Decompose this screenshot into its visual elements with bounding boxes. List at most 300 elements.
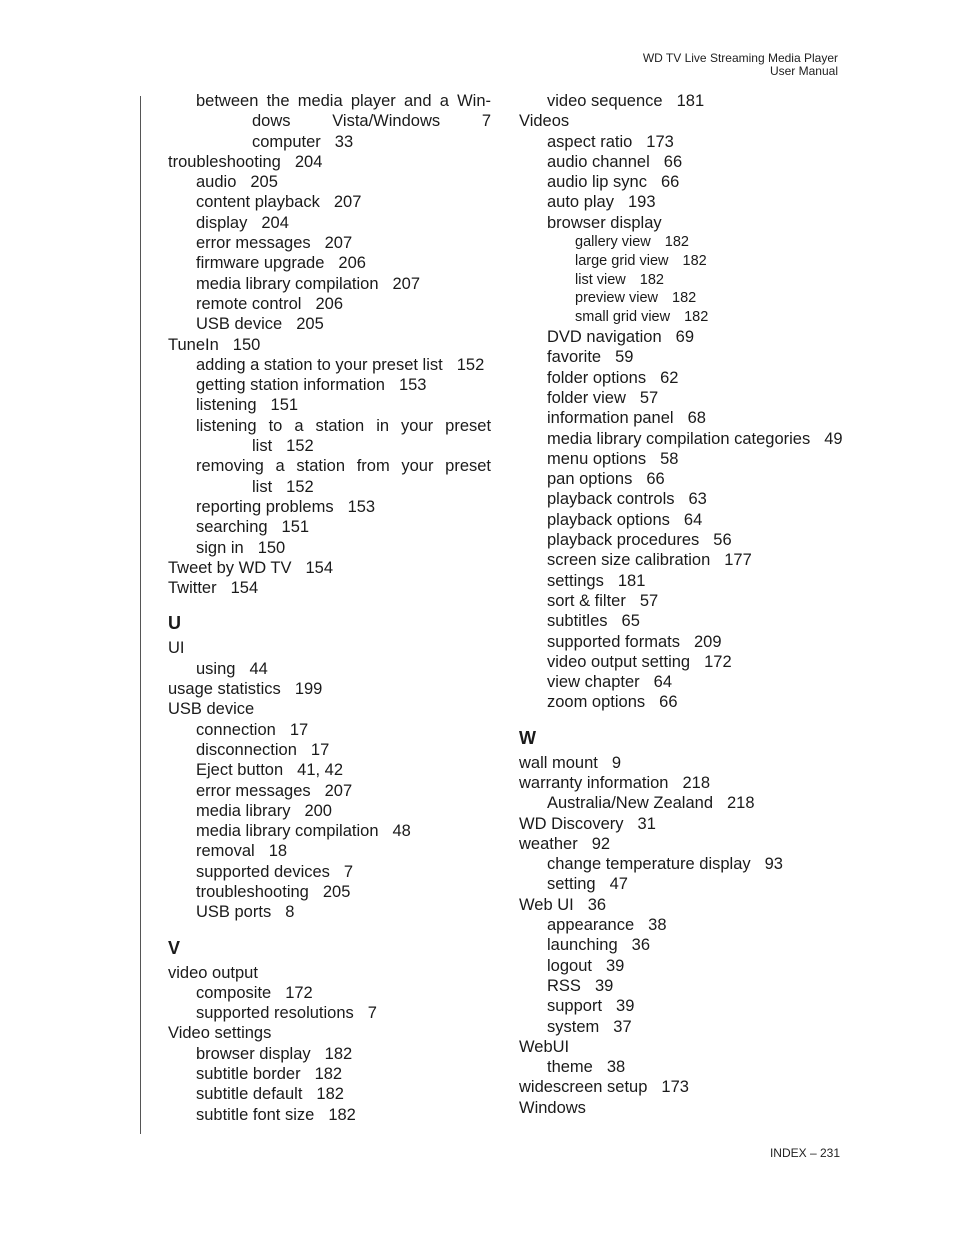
entry-page: 39 — [616, 997, 635, 1016]
entry-term: subtitles — [547, 612, 608, 631]
entry-term: weather — [519, 834, 578, 853]
entry-term: media library compilation categories — [547, 429, 811, 448]
entry-page: 204 — [261, 213, 289, 232]
index-subentry — [519, 935, 849, 955]
entry-page: 41, 42 — [297, 761, 344, 780]
entry-term: menu options — [547, 449, 647, 468]
entry-term: media library compilation — [196, 822, 379, 841]
entry-page: 207 — [324, 234, 353, 253]
entry-term: auto play — [547, 193, 614, 212]
index-subentry — [168, 233, 491, 253]
index-subentry — [519, 172, 849, 192]
entry-term: WD Discovery — [519, 814, 624, 833]
entry-term: support — [547, 997, 603, 1016]
entry-page: 153 — [398, 376, 427, 395]
entry-page: 204 — [294, 152, 323, 171]
index-subentry — [519, 1017, 849, 1037]
entry-term: reporting problems — [196, 497, 334, 516]
entry-page: 7 — [343, 862, 354, 881]
index-subentry — [168, 314, 491, 334]
running-header — [643, 52, 838, 78]
entry-page: 193 — [627, 193, 656, 212]
entry-term: list — [252, 477, 273, 496]
entry-page: 151 — [281, 518, 310, 537]
entry-page: 39 — [605, 956, 625, 975]
index-subentry — [168, 760, 491, 780]
entry-page: 182 — [672, 290, 697, 307]
entry-term: view chapter — [547, 673, 640, 692]
entry-page: 153 — [347, 497, 376, 516]
entry-term: Tweet by WD TV — [168, 558, 292, 577]
word: preset — [445, 416, 492, 435]
index-subentry — [168, 294, 491, 314]
entry-term: usage statistics — [168, 680, 281, 699]
entry-page: 218 — [682, 774, 711, 792]
index-subentry — [519, 327, 849, 347]
entry-page: 173 — [646, 132, 674, 151]
index-subentry — [168, 1044, 491, 1064]
section-letter-u: U — [168, 613, 181, 634]
index-subentry — [168, 538, 491, 558]
entry-page: 207 — [324, 781, 353, 800]
entry-term: list — [252, 437, 273, 456]
page-footer: INDEX – 231 — [769, 1146, 840, 1160]
word: Vista/Windows — [332, 112, 441, 131]
entry-term: sign in — [196, 538, 244, 557]
index-subentry — [168, 841, 491, 861]
entry-term: remote control — [196, 294, 302, 313]
entry-page: 36 — [631, 936, 650, 955]
entry-term: error messages — [196, 234, 311, 253]
index-entry — [519, 814, 849, 834]
entry-term: searching — [196, 518, 268, 537]
entry-term: UI — [168, 639, 185, 658]
index-subentry — [168, 1003, 491, 1023]
entry-page: 182 — [324, 1044, 353, 1063]
entry-page: 172 — [704, 652, 732, 671]
header-subtitle: User Manual — [769, 64, 838, 78]
index-subentry — [168, 497, 491, 517]
entry-page: 63 — [688, 490, 707, 509]
entry-term: USB ports — [196, 903, 272, 922]
entry-term: sort & filter — [547, 591, 626, 610]
entry-term: Windows — [519, 1098, 586, 1117]
index-subentry — [168, 983, 491, 1003]
entry-term: change temperature display — [547, 855, 751, 874]
word: in — [376, 416, 390, 435]
index-subentry-wrapped — [168, 456, 491, 476]
index-subentry — [168, 192, 491, 212]
entry-page: 207 — [333, 193, 362, 212]
entry-term: information panel — [547, 409, 674, 428]
entry-term: WebUI — [519, 1037, 570, 1056]
entry-term: Australia/New Zealand — [547, 794, 713, 813]
index-subsubentry — [519, 289, 849, 308]
entry-term: supported formats — [547, 632, 680, 651]
entry-page: 38 — [648, 916, 667, 935]
index-subentry — [519, 347, 849, 367]
index-subentry — [519, 611, 849, 631]
entry-page: 199 — [294, 680, 323, 699]
index-subentry — [519, 510, 849, 530]
entry-page: 57 — [639, 591, 659, 610]
entry-page: 92 — [591, 834, 611, 853]
entry-term: video output — [168, 963, 258, 982]
entry-page: 177 — [724, 551, 752, 570]
index-subentry — [519, 192, 849, 212]
entry-term: aspect ratio — [547, 132, 633, 151]
index-entry — [168, 578, 491, 598]
entry-term: subtitle border — [196, 1065, 301, 1084]
entry-page: 205 — [250, 173, 278, 192]
index-entry — [168, 679, 491, 699]
entry-term: widescreen setup — [519, 1078, 648, 1097]
entry-page: 209 — [693, 632, 722, 651]
entry-term: playback procedures — [547, 531, 700, 550]
entry-term: using — [196, 659, 236, 678]
index-subentry — [519, 692, 849, 712]
index-entry — [168, 963, 491, 983]
entry-page: 152 — [286, 477, 314, 496]
index-entry — [519, 753, 849, 773]
section-letter-v: V — [168, 937, 181, 958]
index-subentry — [168, 517, 491, 537]
index-subsubentry — [519, 233, 849, 252]
header-title: WD TV Live Streaming Media Player — [642, 51, 838, 65]
entry-term: settings — [547, 571, 604, 590]
index-subentry — [519, 408, 849, 428]
index-column-right — [519, 91, 849, 1118]
entry-page: 64 — [653, 673, 672, 692]
entry-page: 64 — [683, 510, 703, 529]
entry-page: 206 — [338, 254, 366, 273]
entry-term: troubleshooting — [196, 882, 309, 901]
entry-term: TuneIn — [168, 335, 219, 354]
index-continuation-line — [168, 111, 491, 131]
index-entry — [168, 152, 491, 172]
word: 7 — [481, 112, 491, 131]
index-continuation-line — [168, 436, 491, 456]
entry-term: supported devices — [196, 862, 330, 881]
entry-page: 65 — [621, 612, 640, 631]
entry-term: playback controls — [547, 490, 675, 509]
index-entry — [519, 1098, 849, 1118]
entry-page: 48 — [392, 822, 411, 841]
entry-page: 200 — [304, 801, 332, 820]
entry-term: appearance — [547, 916, 635, 935]
entry-term: video sequence — [547, 92, 663, 110]
index-subentry — [168, 720, 491, 740]
entry-term: launching — [547, 936, 618, 955]
entry-page: 31 — [637, 814, 656, 833]
word: a — [275, 457, 285, 476]
entry-page: 181 — [617, 571, 646, 590]
entry-term: Twitter — [168, 579, 217, 598]
index-subentry — [519, 632, 849, 652]
entry-page: 181 — [676, 92, 705, 110]
word: and — [403, 92, 432, 110]
entry-page: 205 — [296, 315, 324, 334]
entry-page: 69 — [675, 328, 695, 347]
index-subentry — [519, 388, 849, 408]
index-entry — [519, 834, 849, 854]
entry-term: pan options — [547, 470, 633, 489]
index-entry — [168, 699, 491, 719]
entry-term: USB device — [196, 315, 283, 334]
entry-term: gallery view — [575, 234, 651, 251]
entry-term: Videos — [519, 112, 570, 131]
entry-page: 154 — [230, 579, 259, 598]
index-entry — [519, 895, 849, 915]
entry-page: 182 — [664, 234, 689, 251]
entry-page: 33 — [334, 132, 354, 151]
entry-page: 182 — [684, 309, 709, 326]
entry-term: small grid view — [575, 309, 671, 326]
entry-page: 36 — [587, 895, 607, 914]
index-subentry — [519, 854, 849, 874]
entry-term: folder options — [547, 368, 647, 387]
index-subentry — [519, 132, 849, 152]
entry-page: 150 — [232, 335, 261, 354]
entry-term: audio lip sync — [547, 173, 647, 192]
index-subentry — [519, 368, 849, 388]
entry-term: Video settings — [168, 1024, 272, 1043]
entry-term: system — [547, 1017, 600, 1036]
entry-term: Eject button — [196, 761, 284, 780]
index-subentry — [168, 781, 491, 801]
entry-term: folder view — [547, 388, 626, 407]
index-subentry — [168, 1064, 491, 1084]
index-subentry — [168, 882, 491, 902]
index-column-left — [168, 91, 491, 1125]
word: your — [401, 416, 434, 435]
entry-term: error messages — [196, 781, 311, 800]
entry-term: video output setting — [547, 652, 691, 671]
entry-page: 218 — [727, 794, 755, 813]
index-subentry — [519, 672, 849, 692]
word: your — [401, 457, 434, 476]
entry-page: 9 — [611, 753, 622, 772]
index-subentry — [168, 1105, 491, 1125]
entry-term: firmware upgrade — [196, 254, 325, 273]
entry-page: 68 — [687, 409, 706, 428]
index-subentry — [168, 659, 491, 679]
index-subentry — [519, 571, 849, 591]
word: a — [439, 92, 449, 110]
entry-term: subtitle font size — [196, 1105, 315, 1124]
word: dows — [252, 112, 291, 131]
entry-term: computer — [252, 132, 321, 151]
entry-page: 152 — [286, 437, 314, 456]
index-subentry — [168, 395, 491, 415]
index-subentry — [519, 213, 849, 233]
entry-page: 59 — [615, 348, 634, 367]
entry-term: getting station information — [196, 376, 385, 395]
entry-term: listening — [196, 396, 257, 415]
entry-page: 66 — [659, 693, 678, 712]
entry-page: 57 — [639, 388, 659, 407]
index-entry — [519, 1037, 849, 1057]
index-subentry — [519, 1057, 849, 1077]
index-subentry — [519, 152, 849, 172]
index-subentry — [519, 469, 849, 489]
entry-page: 182 — [682, 252, 707, 269]
entry-term: troubleshooting — [168, 152, 281, 171]
entry-page: 182 — [316, 1085, 344, 1104]
index-subentry — [168, 862, 491, 882]
entry-page: 182 — [639, 271, 664, 288]
entry-page: 44 — [249, 659, 268, 678]
column-rule — [140, 96, 141, 1134]
entry-term: large grid view — [575, 252, 669, 269]
index-subentry — [168, 253, 491, 273]
entry-page: 17 — [289, 720, 309, 739]
entry-page: 18 — [268, 842, 288, 861]
section-letter-w: W — [519, 727, 536, 748]
entry-term: subtitle default — [196, 1085, 303, 1104]
entry-term: audio — [196, 173, 237, 192]
index-entry — [168, 638, 491, 658]
index-subentry — [168, 274, 491, 294]
index-subentry — [519, 976, 849, 996]
entry-page: 182 — [314, 1065, 343, 1084]
entry-page: 182 — [328, 1105, 356, 1124]
index-subentry-wrapped — [168, 416, 491, 436]
entry-page: 151 — [270, 396, 299, 415]
entry-term: browser display — [196, 1044, 311, 1063]
entry-term: screen size calibration — [547, 551, 711, 570]
entry-page: 17 — [310, 740, 330, 759]
index-subentry — [519, 91, 849, 111]
index-subentry — [519, 793, 849, 813]
entry-term: display — [196, 213, 248, 232]
entry-term: supported resolutions — [196, 1004, 354, 1023]
word: removing — [196, 457, 264, 476]
entry-page: 66 — [660, 173, 680, 192]
index-subentry — [168, 821, 491, 841]
index-subentry — [519, 489, 849, 509]
entry-term: adding a station to your preset list — [196, 355, 443, 374]
entry-term: favorite — [547, 348, 602, 367]
entry-page: 37 — [613, 1017, 632, 1036]
entry-term: composite — [196, 983, 272, 1002]
index-subentry — [519, 449, 849, 469]
word: to — [268, 416, 283, 435]
entry-page: 62 — [660, 368, 679, 387]
entry-page: 66 — [646, 470, 665, 489]
entry-page: 56 — [713, 531, 732, 550]
entry-page: 154 — [305, 558, 334, 577]
entry-page: 206 — [315, 294, 343, 313]
entry-term: audio channel — [547, 152, 650, 171]
entry-page: 39 — [594, 976, 614, 995]
word: media — [297, 92, 343, 110]
index-entry — [168, 1023, 491, 1043]
entry-page: 66 — [663, 152, 683, 171]
word: station — [296, 457, 346, 476]
word: player — [350, 92, 396, 110]
entry-term: content playback — [196, 193, 320, 212]
entry-term: wall mount — [519, 753, 598, 772]
entry-page: 38 — [606, 1058, 626, 1077]
index-subentry — [519, 996, 849, 1016]
index-entry — [519, 1077, 849, 1097]
entry-term: zoom options — [547, 693, 646, 712]
entry-page: 47 — [609, 875, 628, 894]
entry-page: 173 — [661, 1078, 689, 1097]
entry-term: warranty information — [519, 774, 669, 792]
index-subsubentry — [519, 252, 849, 271]
index-subentry — [168, 1084, 491, 1104]
index-subsubentry — [519, 308, 849, 327]
entry-term: DVD navigation — [547, 328, 662, 347]
entry-term: setting — [547, 875, 596, 894]
entry-page: 150 — [257, 538, 286, 557]
index-continuation-line — [168, 91, 491, 111]
index-continuation-line — [168, 477, 491, 497]
entry-term: list view — [575, 271, 626, 288]
index-subentry — [168, 355, 491, 375]
entry-page: 205 — [322, 882, 351, 901]
word: station — [315, 416, 365, 435]
entry-page: 8 — [285, 903, 295, 922]
word: from — [356, 457, 390, 476]
index-subentry — [168, 801, 491, 821]
index-entry — [168, 558, 491, 578]
index-subentry — [519, 550, 849, 570]
entry-term: connection — [196, 720, 276, 739]
index-subentry — [168, 172, 491, 192]
entry-term: theme — [547, 1058, 593, 1077]
word: between — [196, 92, 259, 110]
index-subentry — [168, 375, 491, 395]
entry-term: media library — [196, 801, 291, 820]
index-subentry — [519, 652, 849, 672]
index-subentry — [168, 740, 491, 760]
index-subsubentry — [519, 271, 849, 290]
index-entry — [519, 773, 849, 793]
entry-term: Web UI — [519, 895, 574, 914]
entry-term: disconnection — [196, 740, 297, 759]
entry-page: 58 — [660, 449, 679, 468]
index-subentry — [519, 591, 849, 611]
word: a — [294, 416, 304, 435]
index-subentry — [519, 956, 849, 976]
entry-page: 172 — [285, 983, 313, 1002]
entry-term: RSS — [547, 976, 581, 995]
entry-page: 7 — [367, 1004, 377, 1023]
entry-term: playback options — [547, 510, 670, 529]
entry-term: logout — [547, 956, 592, 975]
entry-page: 49 — [824, 429, 843, 448]
index-subentry — [519, 530, 849, 550]
index-subentry — [519, 915, 849, 935]
index-subentry — [519, 874, 849, 894]
index-subentry — [519, 429, 849, 449]
entry-term: media library compilation — [196, 274, 379, 293]
index-entry — [519, 111, 849, 131]
entry-term: browser display — [547, 213, 662, 232]
word: Win- — [457, 92, 491, 110]
entry-term: removal — [196, 842, 255, 861]
entry-page: 93 — [764, 855, 783, 874]
word: the — [266, 92, 290, 110]
index-subentry — [168, 902, 491, 922]
index-continuation-line — [168, 132, 491, 152]
entry-term: USB device — [168, 700, 255, 719]
entry-term: preview view — [575, 290, 658, 307]
index-entry — [168, 335, 491, 355]
